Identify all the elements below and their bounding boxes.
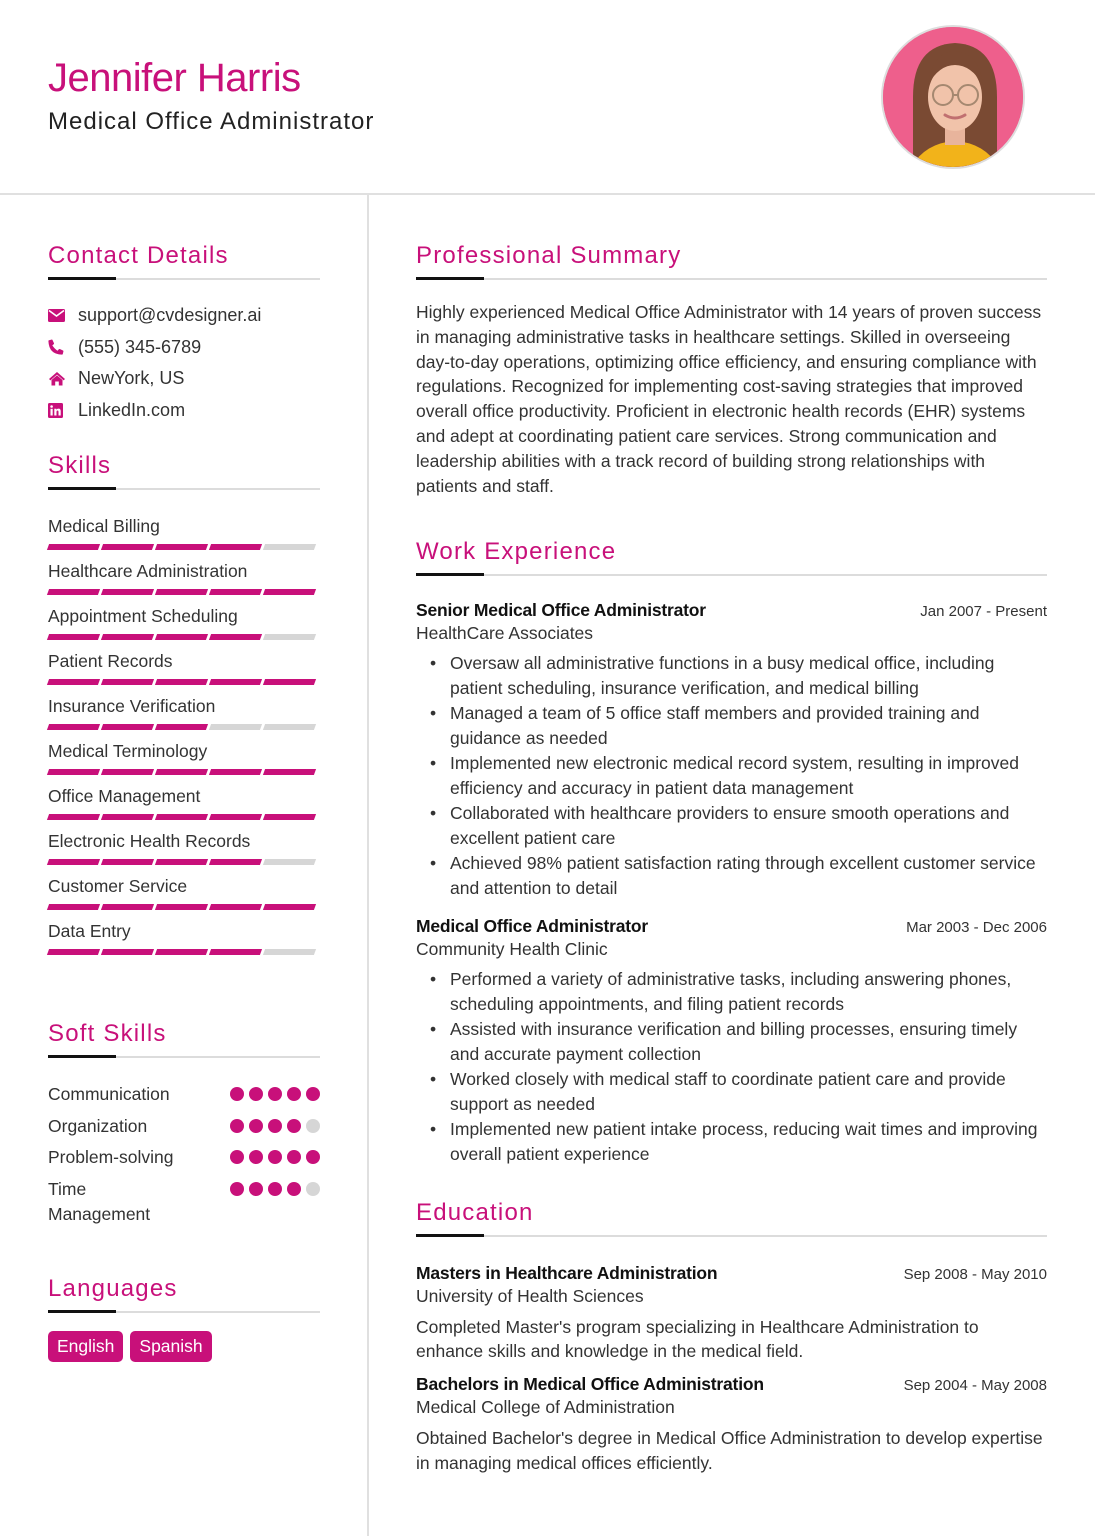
education-heading: Education (416, 1198, 534, 1226)
level-segment (47, 904, 100, 910)
education-entry (416, 1263, 1047, 1365)
level-segment (47, 769, 100, 775)
job-entry (416, 600, 1047, 900)
job-header (416, 916, 1047, 937)
level-segment (209, 814, 262, 820)
heading-rule (416, 1235, 1047, 1237)
level-segment (263, 769, 316, 775)
rating-dot (306, 1119, 320, 1133)
job-bullet: • Collaborated with healthcare providers to ensure smooth operations and excellent patient care (428, 801, 1047, 851)
level-segment (101, 724, 154, 730)
level-segment (263, 634, 316, 640)
skill-name: Medical Billing (48, 516, 160, 536)
skill-item (48, 604, 320, 649)
skill-level-bar (48, 898, 320, 919)
section-heading (48, 1016, 320, 1058)
level-segment (47, 679, 100, 685)
contact-section (48, 238, 320, 426)
skill-item (48, 694, 320, 739)
skill-item (48, 874, 320, 919)
contact-location (48, 363, 320, 395)
soft-skill-name: Organization (48, 1115, 148, 1136)
soft-skill-item (48, 1114, 320, 1146)
language-badge: Spanish (130, 1331, 211, 1362)
rating-dot (268, 1119, 282, 1133)
job-list (416, 600, 1047, 1166)
level-segment (47, 589, 100, 595)
level-segment (209, 679, 262, 685)
rating-dot (268, 1087, 282, 1101)
level-segment (209, 589, 262, 595)
job-bullet: • Managed a team of 5 office staff members and provided training and guidance as needed (428, 701, 1047, 751)
rating-dot (268, 1150, 282, 1164)
level-segment (101, 679, 154, 685)
education-entry (416, 1374, 1047, 1476)
contact-email-text: support@cvdesigner.ai (78, 305, 262, 326)
languages-section (48, 1271, 320, 1362)
job-bullets (428, 651, 1047, 900)
skills-heading: Skills (48, 452, 112, 479)
summary-heading: Professional Summary (416, 242, 682, 269)
school-name: Medical College of Administration (416, 1397, 675, 1418)
sidebar (48, 195, 320, 1362)
soft-skills-list (48, 1082, 320, 1227)
rating-dot (249, 1119, 263, 1133)
level-segment (101, 949, 154, 955)
job-bullet: • Worked closely with medical staff to coordinate patient care and provide support as needed (428, 1067, 1047, 1117)
level-segment (155, 679, 208, 685)
phone-icon (48, 339, 78, 355)
skills-list (48, 514, 320, 964)
skill-item (48, 784, 320, 829)
level-segment (155, 634, 208, 640)
job-title: Senior Medical Office Administrator (416, 600, 706, 621)
envelope-icon (48, 309, 78, 322)
skill-level-bar (48, 583, 320, 604)
candidate-name: Jennifer Harris (48, 56, 301, 100)
degree-title: Masters in Healthcare Administration (416, 1262, 718, 1283)
level-segment (47, 724, 100, 730)
language-badges (48, 1331, 320, 1362)
level-segment (101, 589, 154, 595)
skill-item (48, 919, 320, 964)
heading-rule (416, 574, 1047, 576)
job-header (416, 600, 1047, 621)
rating-dot (306, 1087, 320, 1101)
level-segment (263, 904, 316, 910)
level-segment (263, 949, 316, 955)
skill-level-bar (48, 718, 320, 739)
education-header (416, 1374, 1047, 1395)
skill-name: Customer Service (48, 876, 188, 896)
level-segment (263, 814, 316, 820)
contact-email[interactable] (48, 300, 320, 332)
level-segment (101, 769, 154, 775)
home-icon (48, 371, 78, 386)
job-company: HealthCare Associates (416, 623, 594, 644)
level-segment (155, 589, 208, 595)
level-segment (155, 949, 208, 955)
level-segment (263, 589, 316, 595)
skill-item (48, 649, 320, 694)
languages-heading: Languages (48, 1274, 178, 1302)
education-date: Sep 2004 - May 2008 (903, 1377, 1047, 1395)
skill-name: Insurance Verification (48, 696, 216, 716)
soft-skill-rating (230, 1145, 320, 1177)
candidate-title: Medical Office Administrator (48, 108, 375, 135)
education-description: Completed Master's program specializing in Healthcare Administration to enhance skills and knowledge in the medical field. (416, 1316, 979, 1362)
job-bullet: • Assisted with insurance verification and billing processes, ensuring timely and accurate payment collection (428, 1017, 1047, 1067)
rating-dot (306, 1182, 320, 1196)
job-bullet: • Performed a variety of administrative tasks, including answering phones, scheduling appointments, and filing patient records (428, 967, 1047, 1017)
contact-location-text: NewYork, US (78, 368, 185, 389)
level-segment (101, 904, 154, 910)
degree-title: Bachelors in Medical Office Administration (416, 1374, 764, 1395)
level-segment (209, 859, 262, 865)
rating-dot (230, 1182, 244, 1196)
level-segment (263, 679, 316, 685)
section-heading (48, 448, 320, 490)
level-segment (101, 814, 154, 820)
skill-level-bar (48, 538, 320, 559)
rating-dot (287, 1119, 301, 1133)
level-segment (263, 724, 316, 730)
section-heading (416, 238, 1047, 280)
level-segment (101, 544, 154, 550)
level-segment (263, 859, 316, 865)
skill-level-bar (48, 943, 320, 964)
contact-linkedin-text: LinkedIn.com (78, 399, 186, 420)
skill-level-bar (48, 673, 320, 694)
job-bullets (428, 967, 1047, 1166)
soft-skill-item (48, 1082, 320, 1114)
job-title: Medical Office Administrator (416, 916, 648, 937)
linkedin-icon (48, 403, 78, 418)
soft-skill-rating (230, 1177, 320, 1227)
experience-heading: Work Experience (416, 538, 617, 566)
level-segment (47, 544, 100, 550)
contact-phone-text: (555) 345-6789 (78, 336, 202, 357)
language-badge: English (48, 1331, 123, 1362)
level-segment (155, 904, 208, 910)
contact-linkedin[interactable] (48, 395, 320, 427)
contact-phone[interactable] (48, 332, 320, 364)
heading-accent (416, 1234, 484, 1237)
job-entry (416, 916, 1047, 1166)
rating-dot (230, 1119, 244, 1133)
section-heading (48, 1271, 320, 1313)
level-segment (209, 949, 262, 955)
level-segment (209, 634, 262, 640)
skill-level-bar (48, 808, 320, 829)
education-list (416, 1263, 1047, 1476)
education-section (416, 1195, 1047, 1476)
level-segment (47, 859, 100, 865)
school-name: University of Health Sciences (416, 1285, 644, 1306)
job-company: Community Health Clinic (416, 939, 608, 960)
education-header (416, 1263, 1047, 1284)
section-heading (416, 534, 1047, 576)
job-date: Jan 2007 - Present (920, 603, 1047, 621)
job-bullet: • Implemented new patient intake process, reducing wait times and improving overall patient experience (428, 1117, 1047, 1167)
level-segment (209, 769, 262, 775)
level-segment (209, 544, 262, 550)
column-divider (367, 195, 369, 1536)
soft-skill-rating (230, 1082, 320, 1114)
portrait-illustration-icon (883, 27, 1025, 169)
job-bullet: • Oversaw all administrative functions in a busy medical office, including patient scheduling, insurance verification, and medical billing (428, 651, 1047, 701)
level-segment (47, 634, 100, 640)
level-segment (209, 724, 262, 730)
rating-dot (287, 1087, 301, 1101)
soft-skill-item (48, 1145, 320, 1177)
heading-accent (416, 277, 484, 280)
skill-level-bar (48, 853, 320, 874)
job-bullet: • Achieved 98% patient satisfaction rating through excellent customer service and attention to detail (428, 851, 1047, 901)
rating-dot (249, 1087, 263, 1101)
contact-heading: Contact Details (48, 242, 229, 269)
job-date: Mar 2003 - Dec 2006 (906, 919, 1047, 937)
skill-item (48, 559, 320, 604)
level-segment (101, 859, 154, 865)
profile-photo (881, 25, 1025, 169)
experience-section (416, 534, 1047, 1166)
soft-skill-item (48, 1177, 320, 1227)
summary-section (416, 238, 1047, 498)
education-description: Obtained Bachelor's degree in Medical Office Administration to develop expertise in managing medical offices efficiently. (416, 1428, 1043, 1474)
level-segment (47, 814, 100, 820)
heading-accent (48, 1310, 116, 1313)
section-heading (416, 1195, 1047, 1237)
skill-item (48, 514, 320, 559)
skill-name: Appointment Scheduling (48, 606, 238, 626)
skill-level-bar (48, 628, 320, 649)
skill-name: Healthcare Administration (48, 561, 248, 581)
level-segment (155, 769, 208, 775)
heading-accent (48, 1055, 116, 1058)
level-segment (209, 904, 262, 910)
rating-dot (287, 1150, 301, 1164)
rating-dot (230, 1150, 244, 1164)
soft-skill-rating (230, 1114, 320, 1146)
skill-level-bar (48, 763, 320, 784)
soft-skill-name: Time Management (48, 1178, 151, 1224)
soft-skill-name: Problem-solving (48, 1147, 174, 1167)
soft-skill-name: Communication (48, 1084, 170, 1104)
level-segment (101, 634, 154, 640)
resume-header (0, 0, 1095, 195)
skill-name: Patient Records (48, 651, 173, 671)
job-bullet: • Implemented new electronic medical record system, resulting in improved efficiency and accuracy in patient data management (428, 751, 1047, 801)
level-segment (155, 544, 208, 550)
level-segment (155, 724, 208, 730)
skill-item (48, 739, 320, 784)
skill-name: Electronic Health Records (48, 831, 251, 851)
rating-dot (268, 1182, 282, 1196)
main-content (416, 195, 1047, 1476)
rating-dot (249, 1150, 263, 1164)
heading-rule (416, 278, 1047, 280)
rating-dot (230, 1087, 244, 1101)
rating-dot (249, 1182, 263, 1196)
level-segment (263, 544, 316, 550)
heading-accent (48, 277, 116, 280)
summary-text: Highly experienced Medical Office Administrator with 14 years of proven success in managing administrative tasks in healthcare settings. Skilled in overseeing day-to-day operations, optimizing office efficiency, and ensuring compliance with regulations. Recognized for implementing cost-saving strategies that improved overall office productivity. Proficient in electronic health records (EHR) systems and adept at coordinating patient care services. Strong communication and leadership abilities with a track record of building strong relationships with patients and staff. (416, 302, 1042, 496)
skill-name: Office Management (48, 786, 201, 806)
heading-accent (48, 487, 116, 490)
skill-name: Medical Terminology (48, 741, 208, 761)
heading-accent (416, 573, 484, 576)
soft-skills-section (48, 1016, 320, 1227)
rating-dot (287, 1182, 301, 1196)
education-date: Sep 2008 - May 2010 (903, 1265, 1047, 1283)
section-heading (48, 238, 320, 280)
skill-name: Data Entry (48, 921, 131, 941)
skill-item (48, 829, 320, 874)
level-segment (47, 949, 100, 955)
level-segment (155, 814, 208, 820)
rating-dot (306, 1150, 320, 1164)
soft-skills-heading: Soft Skills (48, 1020, 167, 1047)
skills-section (48, 448, 320, 964)
level-segment (155, 859, 208, 865)
